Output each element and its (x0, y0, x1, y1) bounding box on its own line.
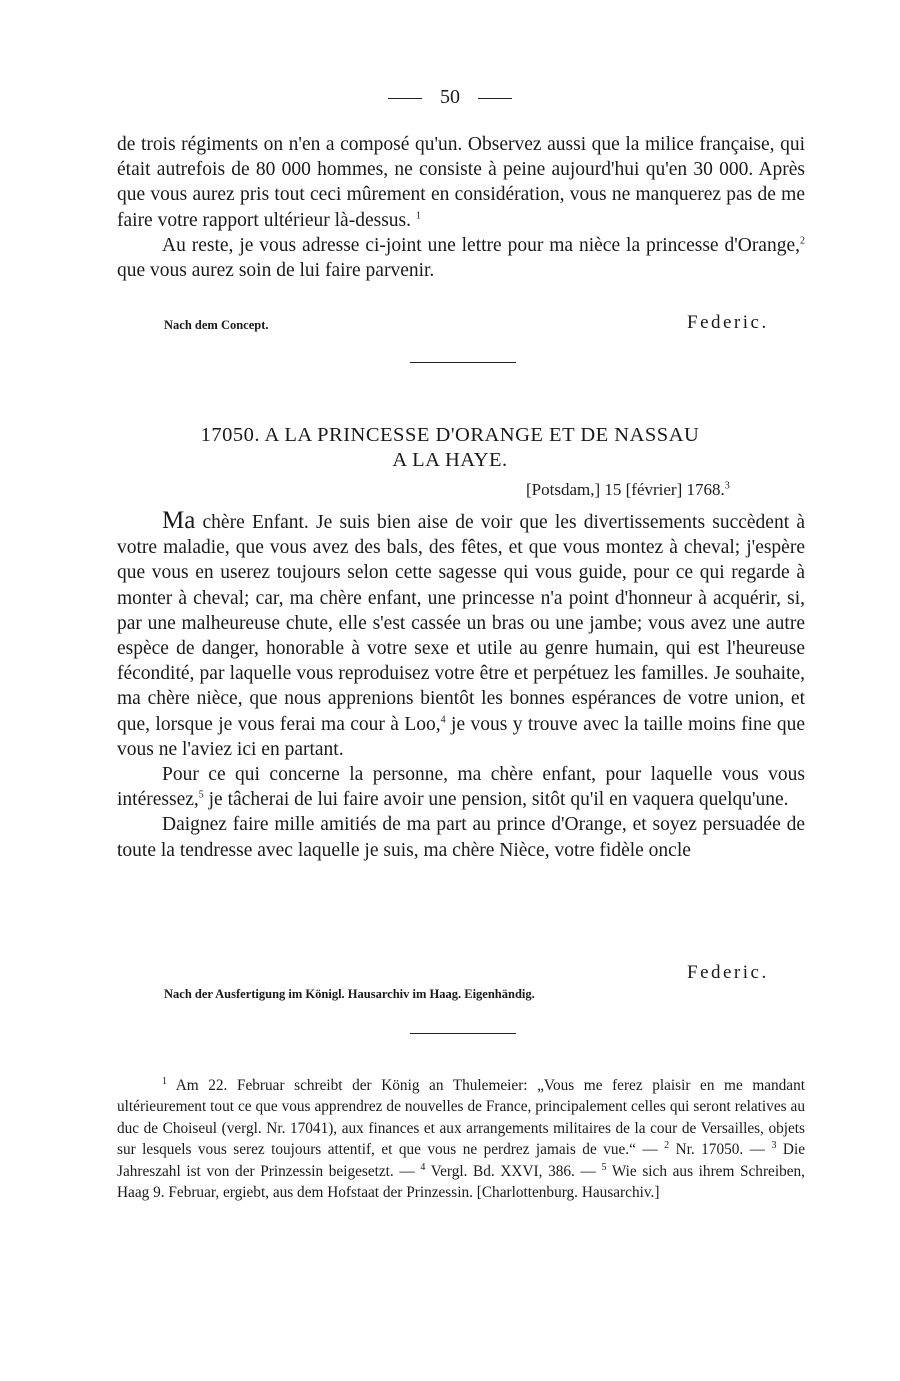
footnote-2-text: Nr. 17050. — (669, 1141, 765, 1159)
footnote-5-text: Wie sich aus ihrem Schreiben, Haag 9. Februar, ergiebt, aus dem Hofstaat der Prinzessin. [Charlottenburg. Hausarchiv.] (117, 1162, 806, 1202)
salutation-initial: Ma (162, 507, 196, 534)
footnote-marker-2: 2 (664, 1140, 670, 1152)
header-dash-left (388, 98, 422, 99)
letter-title (0, 423, 900, 473)
letter-body (117, 508, 805, 863)
footnote-ref-1: 1 (415, 210, 421, 222)
footnote-marker-1: 1 (162, 1075, 167, 1087)
footnote-ref-4: 4 (440, 714, 446, 726)
footnote-4-text: Vergl. Bd. XXVI, 386. — (425, 1162, 596, 1180)
footnote-marker-4: 4 (420, 1161, 426, 1173)
letter-paragraph-2: Pour ce qui concerne la personne, ma chère enfant, pour laquelle vous vous intéressez,$^5$ je tâcherai de lui faire avoir une pension, sitôt qu'il en vaquera quelqu'une. (117, 764, 805, 811)
footnote-ref-2: 2 (800, 235, 805, 247)
previous-letter-signature: Federic. (687, 312, 769, 333)
footnote-marker-5: 5 (601, 1161, 607, 1173)
letter-title-line-2: A LA HAYE. (392, 449, 508, 471)
letter-signature: Federic. (687, 962, 769, 983)
footnote-1-text: Am 22. Februar schreibt der König an Thulemeier: „Vous me ferez plaisir en me mandant ultérieurement tout ce que vous apprendrez de nouvelles de France, principalement celles qui seront relatives au duc de Choiseul (vergl. Nr. 17041), aux finances et aux arrangements militaires de la cour de Versailles, objets sur lesquels vous serez toujours attentif, et que vous ne perdrez jamais de vue.“ — (117, 1077, 805, 1159)
previous-letter-paragraph-1: de trois régiments on n'en a composé qu'un. Observez aussi que la milice française, qui était autrefois de 80 000 hommes, ne consiste à peine aujourd'hui qu'en 30 000. Après que vous aurez pris tout ceci mûrement en considération, vous ne manquerez pas de me faire votre rapport ultérieur là-dessus. $^1$ (117, 134, 805, 231)
previous-letter-paragraph-2: Au reste, je vous adresse ci-joint une lettre pour ma nièce la princesse d'Orange,$^2$ que vous aurez soin de lui faire parvenir. (117, 234, 805, 282)
footnotes (117, 1075, 805, 1203)
section-divider-bottom (410, 1033, 516, 1034)
page-header (0, 86, 900, 109)
letter-title-line-1: 17050. A LA PRINCESSE D'ORANGE ET DE NASSAU (200, 424, 700, 446)
previous-letter-source: Nach dem Concept. (164, 318, 269, 332)
letter-date: [Potsdam,] 15 [février] 1768.$^3$ (526, 480, 730, 499)
previous-letter-body (117, 132, 805, 283)
footnote-ref-5: 5 (198, 789, 204, 801)
footnote-marker-3: 3 (771, 1140, 777, 1152)
footnote-block (117, 1075, 805, 1203)
letter-source: Nach der Ausfertigung im Königl. Hausarchiv im Haag. Eigenhändig. (164, 987, 535, 1001)
letter-paragraph-3: Daignez faire mille amitiés de ma part au prince d'Orange, et soyez persuadée de toute la tendresse avec laquelle je suis, ma chère Nièce, votre fidèle oncle (117, 814, 805, 861)
header-dash-right (478, 98, 512, 99)
letter-paragraph-1: Ma chère Enfant. Je suis bien aise de voir que les divertissements succèdent à votre maladie, que vous avez des bals, des fêtes, et que vous montez à cheval; j'espère que vous en userez toujours selon cette sagesse qui vous guide, pour ce qui regarde à monter à cheval; car, ma chère enfant, une princesse n'a point d'honneur à acquérir, si, par une malheureuse chute, elle s'est cassée un bras ou une jambe; vous avez une autre espèce de danger, honorable à votre sexe et utile au genre humain, qui est l'heureuse fécondité, par laquelle vous reproduisez votre être et perpétuez les familles. Je souhaite, ma chère nièce, que nous apprenions bientôt les bonnes espérances de votre union, et que, lorsque je vous ferai ma cour à Loo,$^4$ je vous y trouve avec la taille moins fine que vous ne l'aviez ici en partant. (117, 507, 805, 760)
page-number: 50 (440, 86, 460, 108)
section-divider-top (410, 362, 516, 363)
footnote-3-text: Die Jahreszahl ist von der Prinzessin beigesetzt. — (117, 1141, 805, 1180)
footnote-ref-3: 3 (724, 480, 730, 492)
